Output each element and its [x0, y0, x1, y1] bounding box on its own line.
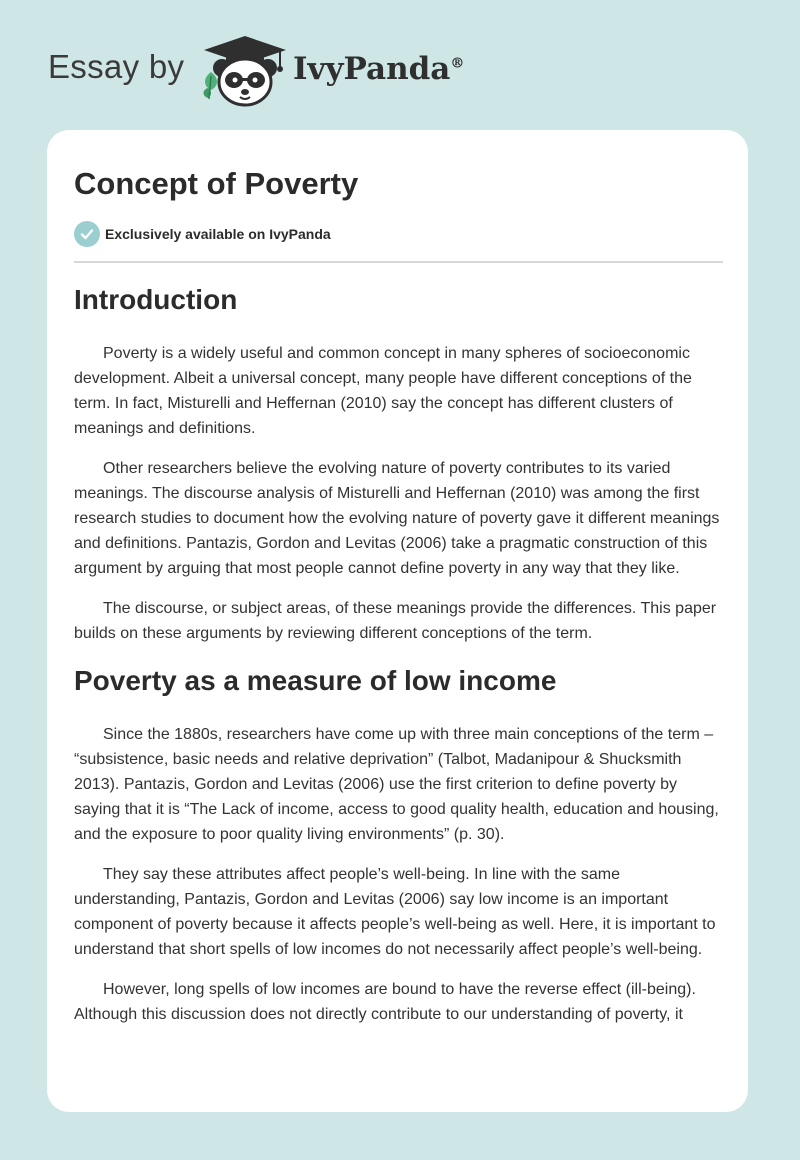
brand-prefix: Essay by: [48, 48, 185, 85]
page-title: Concept of Poverty: [74, 166, 359, 201]
brand-header: [48, 34, 568, 114]
paragraph: The discourse, or subject areas, of these meanings provide the differences. This paper builds on these arguments by reviewing different conceptions of the term.: [74, 600, 717, 642]
title-divider: [74, 261, 723, 263]
section-heading-low-income: Poverty as a measure of low income: [74, 665, 557, 696]
paragraph: Since the 1880s, researchers have come up with three main conceptions of the term – “subsistence, basic needs and relative deprivation” (Talbot, Madanipour & Shucksmith 2013). Pantazis, Gordon and Levitas (2006) use the first criterion to define poverty by saying that it is “The Lack of income, access to good quality health, education and housing, and the exposure to poor quality living environments” (p. 30).: [74, 726, 719, 843]
exclusive-badge: [74, 221, 331, 247]
paragraph: Poverty is a widely useful and common concept in many spheres of socioeconomic development. Albeit a universal concept, many people have different conceptions of the term. In fact, Misturelli and Heffernan (2010) say the concept has different clusters of meanings and definitions.: [74, 345, 692, 437]
paragraph: They say these attributes affect people’s well-being. In line with the same understanding, Pantazis, Gordon and Levitas (2006) say low income is an important component of poverty because it affects people’s well-being as well. Here, it is important to understand that short spells of low incomes do not necessarily affect people’s well-being.: [74, 866, 716, 958]
exclusive-badge-text: Exclusively available on IvyPanda: [105, 226, 331, 242]
brand-name: [293, 51, 464, 87]
essay-content: [74, 280, 723, 1027]
ivy-leaf-icon: [200, 70, 222, 100]
section-heading-introduction: Introduction: [74, 284, 238, 315]
check-circle-icon: [74, 221, 100, 247]
essay-card: [47, 130, 748, 1112]
paragraph: However, long spells of low incomes are bound to have the reverse effect (ill-being). Although this discussion does not directly contribute to our understanding of poverty, it: [74, 981, 696, 1023]
paragraph: Other researchers believe the evolving nature of poverty contributes to its varied meanings. The discourse analysis of Misturelli and Heffernan (2010) was among the first research studies to document how the evolving nature of poverty gave it different meanings and definitions. Pantazis, Gordon and Levitas (2006) take a pragmatic construction of this argument by arguing that most people cannot define poverty in any way that they like.: [74, 460, 720, 577]
brand-name-text: IvyPanda: [293, 51, 451, 87]
registered-mark: ®: [450, 55, 465, 72]
